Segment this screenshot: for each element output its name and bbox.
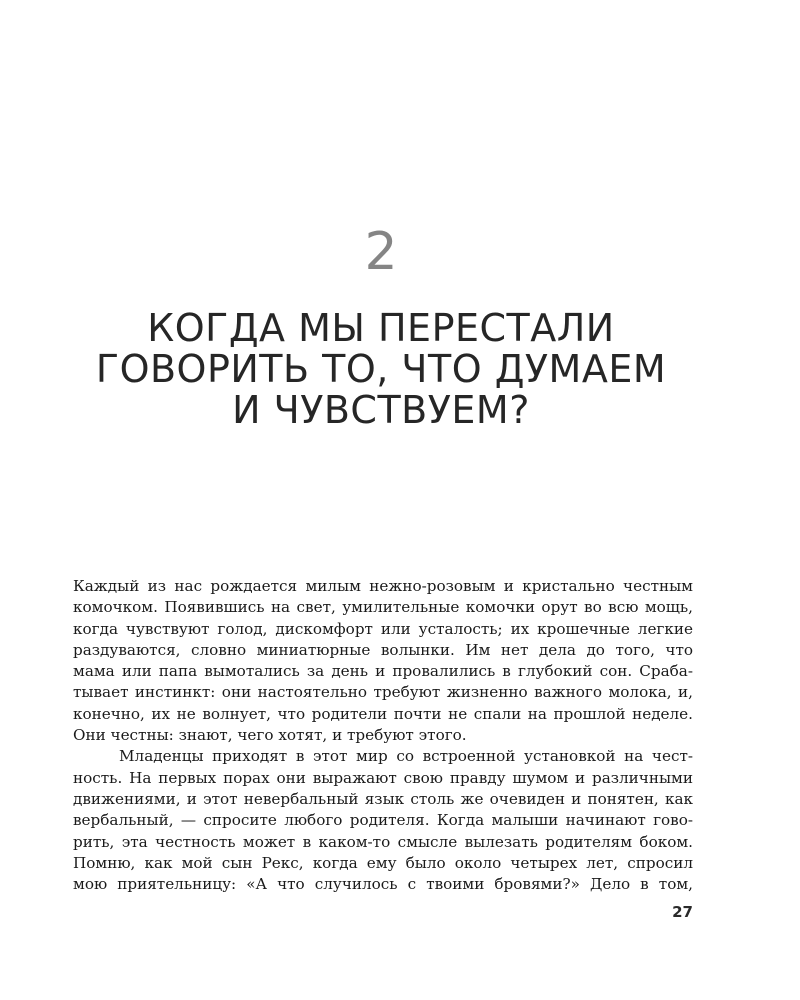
chapter-number: 2 xyxy=(364,222,398,282)
text-line: когда чувствуют голод, дискомфорт или усталость; их крошечные легкие xyxy=(73,619,693,638)
chapter-title xyxy=(60,308,702,431)
text-line: комочком. Появившись на свет, умилительные комочки орут во всю мощь, xyxy=(73,598,693,617)
text-line: рить, эта честность может в каком-то смысле вылезать родителям боком. xyxy=(73,832,693,851)
chapter-title-line-1: КОГДА МЫ ПЕРЕСТАЛИ xyxy=(147,306,615,350)
text-line: Каждый из нас рождается милым нежно-розовым и кристально честным xyxy=(73,577,693,595)
text-line: раздуваются, словно миниатюрные волынки. Им нет дела до того, что xyxy=(73,640,693,659)
text-line: мою приятельницу: «А что случилось с твоими бровями?» Дело в том, xyxy=(73,875,693,894)
text-line: Они честны: знают, чего хотят, и требуют этого. xyxy=(73,726,467,745)
text-line: мама или папа вымотались за день и провалились в глубокий сон. Сраба- xyxy=(73,662,693,681)
chapter-title-line-3: И ЧУВСТВУЕМ? xyxy=(232,388,530,432)
text-line: конечно, их не волнует, что родители почти не спали на прошлой неделе. xyxy=(73,704,693,723)
page-number: 27 xyxy=(672,903,693,921)
text-line: Помню, как мой сын Рекс, когда ему было около четырех лет, спросил xyxy=(73,853,693,872)
text-line: вербальный, — спросите любого родителя. Когда малыши начинают гово- xyxy=(73,811,693,830)
text-line: Младенцы приходят в этот мир со встроенной установкой на чест- xyxy=(119,747,693,766)
text-line: движениями, и этот невербальный язык столь же очевиден и понятен, как xyxy=(73,789,693,808)
paragraph-1 xyxy=(73,576,693,746)
body-text xyxy=(73,576,693,895)
chapter-title-line-2: ГОВОРИТЬ ТО, ЧТО ДУМАЕМ xyxy=(95,347,667,391)
text-line: тывает инстинкт: они настоятельно требуют жизненно важного молока, и, xyxy=(73,683,693,702)
text-line: ность. На первых порах они выражают свою правду шумом и различными xyxy=(73,768,693,787)
paragraph-2 xyxy=(73,746,693,895)
